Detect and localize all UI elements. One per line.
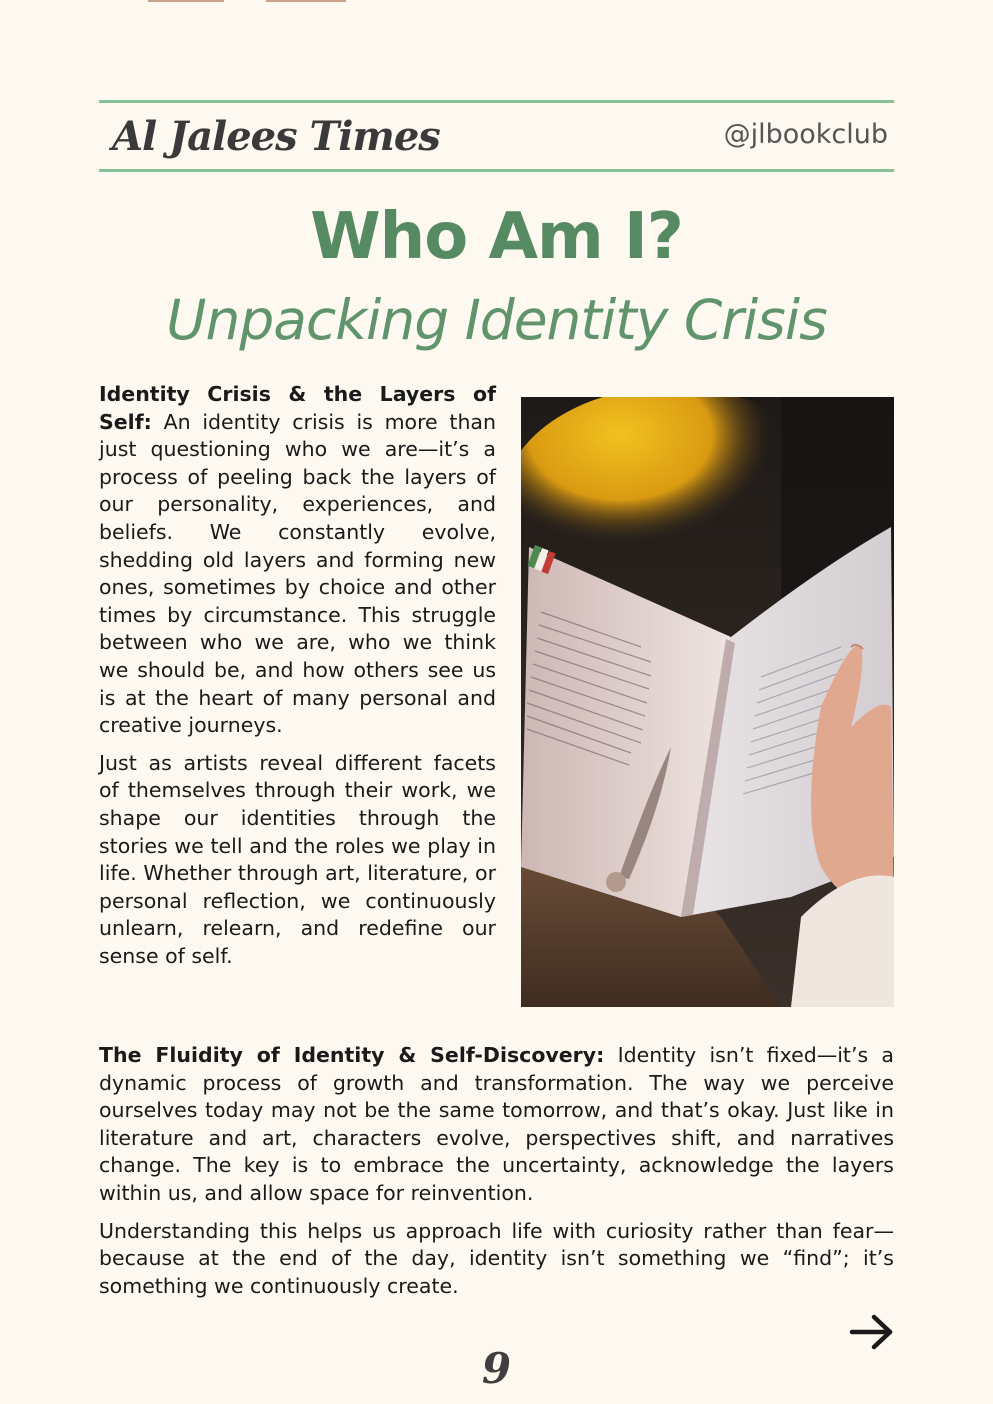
page-number: 9: [481, 1344, 512, 1393]
article-column: [99, 381, 496, 980]
paragraph-understanding: Understanding this helps us approach life with curiosity rather than fear—because at the end of the day, identity isn’t something we “find”; it’s something we continuously create.: [99, 1218, 894, 1298]
top-decoration-right: [266, 0, 346, 2]
section-heading-layers: Identity Crisis & the Layers of Self:: [99, 382, 496, 434]
article-title: Who Am I?: [310, 200, 683, 274]
publication-title: Al Jalees Times: [112, 113, 440, 160]
section-body-fluidity: Identity isn’t fixed—it’s a dynamic process of growth and transformation. The way we perceive ourselves today may not be the same tomorrow, and that’s okay. Just like in literature and art, characters evolve, perspectives shift, and narratives change. The key is to embrace the uncertainty, acknowledge the layers within us, and allow space for reinvention.: [99, 1043, 894, 1205]
social-handle: @jlbookclub: [723, 119, 888, 150]
section-body-layers: An identity crisis is more than just questioning who we are—it’s a process of peeling back the layers of our personality, experiences, and beliefs. We constantly evolve, shedding old layers and forming new ones, sometimes by choice and other times by circumstance. This struggle between who we are, who we think we should be, and how others see us is at the heart of many personal and creative journeys.: [99, 409, 496, 738]
article-continuation: [99, 1042, 894, 1310]
paragraph-artists: Just as artists reveal different facets of themselves through their work, we shape our identities through the stories we tell and the roles we play in life. Whether through art, literature, or personal reflection, we continuously unlearn, relearn, and redefine our sense of self.: [99, 750, 496, 968]
masthead: [99, 100, 894, 172]
article-photo: [521, 397, 894, 1007]
top-decoration-left: [148, 0, 224, 2]
article-subtitle: Unpacking Identity Crisis: [166, 288, 827, 352]
paragraph-identity-crisis: [99, 381, 496, 740]
section-heading-fluidity: The Fluidity of Identity & Self-Discovery:: [99, 1043, 605, 1067]
paragraph-fluidity: [99, 1042, 894, 1208]
